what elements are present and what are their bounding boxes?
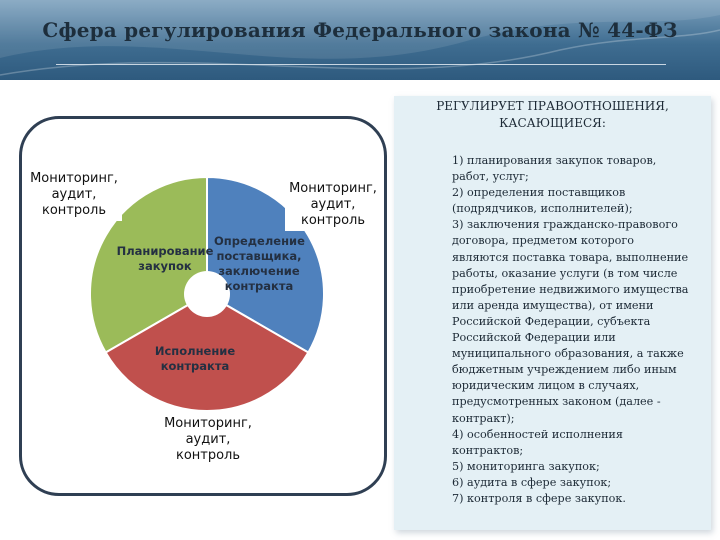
monitoring-left-line: контроль bbox=[41, 203, 107, 218]
panel-heading-line: КАСАЮЩИЕСЯ: bbox=[499, 116, 606, 130]
panel-heading bbox=[394, 98, 711, 132]
panel-body-line: 2) определения поставщиков bbox=[452, 186, 626, 200]
monitoring-label-bottom bbox=[155, 414, 261, 466]
panel-body-line: бюджетным учреждением либо иным bbox=[452, 363, 677, 377]
panel-body-line: работы, оказание услуги (в том числе bbox=[452, 266, 678, 280]
monitoring-right-line: Мониторинг, bbox=[289, 181, 377, 196]
panel-body-line: 3) заключения гражданско-правового bbox=[452, 218, 678, 232]
panel-body-line: работ, услуг; bbox=[452, 170, 529, 184]
monitoring-label-left bbox=[26, 169, 122, 221]
segment-execution-line: контракта bbox=[160, 359, 230, 373]
panel-body-line: 4) особенностей исполнения bbox=[452, 427, 623, 441]
monitoring-bottom-line: аудит, bbox=[185, 432, 231, 447]
segment-supplier-line: заключение bbox=[218, 264, 300, 278]
panel-body-line: Российской Федерации, субъекта bbox=[452, 314, 651, 328]
segment-supplier-line: Определение bbox=[214, 234, 305, 248]
panel-body-line: 7) контроля в сфере закупок. bbox=[452, 491, 626, 505]
monitoring-right-line: контроль bbox=[300, 213, 366, 228]
panel-body-line: муниципального образования, а также bbox=[452, 347, 684, 361]
panel-heading-line: РЕГУЛИРУЕТ ПРАВООТНОШЕНИЯ, bbox=[436, 99, 669, 113]
segment-supplier-label bbox=[214, 234, 304, 294]
monitoring-left-line: аудит, bbox=[51, 187, 97, 202]
segment-planning-label bbox=[110, 244, 220, 274]
monitoring-right-line: аудит, bbox=[310, 197, 356, 212]
monitoring-bottom-line: контроль bbox=[175, 448, 241, 463]
panel-body-line: контрактов; bbox=[452, 443, 524, 457]
panel-body-line: 1) планирования закупок товаров, bbox=[452, 154, 657, 167]
monitoring-label-right bbox=[285, 179, 381, 231]
monitoring-bottom-line: Мониторинг, bbox=[164, 416, 252, 431]
panel-body-line: или аренда имущества), от имени bbox=[452, 298, 654, 312]
panel-body-line: 5) мониторинга закупок; bbox=[452, 459, 600, 473]
panel-body-line: Российской Федерации или bbox=[452, 331, 616, 345]
panel-body-line: юридическим лицом в случаях, bbox=[452, 379, 640, 393]
panel-body-line: предусмотренных законом (далее - bbox=[452, 395, 661, 409]
slide-title: Сфера регулирования Федерального закона № 44-ФЗ bbox=[42, 18, 678, 42]
panel-body-line: договора, предметом которого bbox=[452, 234, 634, 248]
panel-body-line: приобретение недвижимого имущества bbox=[452, 282, 689, 296]
segment-planning-line: закупок bbox=[138, 259, 192, 273]
panel-body bbox=[452, 153, 714, 507]
segment-execution-label bbox=[140, 344, 250, 374]
segment-planning-line: Планирование bbox=[116, 244, 214, 258]
segment-supplier-line: поставщика, bbox=[216, 249, 302, 263]
panel-body-line: 6) аудита в сфере закупок; bbox=[452, 475, 612, 489]
panel-body-line: являются поставка товара, выполнение bbox=[452, 250, 689, 264]
segment-execution-line: Исполнение bbox=[154, 344, 236, 358]
segment-supplier-line: контракта bbox=[224, 279, 294, 293]
panel-body-line: (подрядчиков, исполнителей); bbox=[452, 202, 633, 216]
panel-body-line: контракт); bbox=[452, 411, 515, 425]
monitoring-left-line: Мониторинг, bbox=[30, 171, 118, 186]
